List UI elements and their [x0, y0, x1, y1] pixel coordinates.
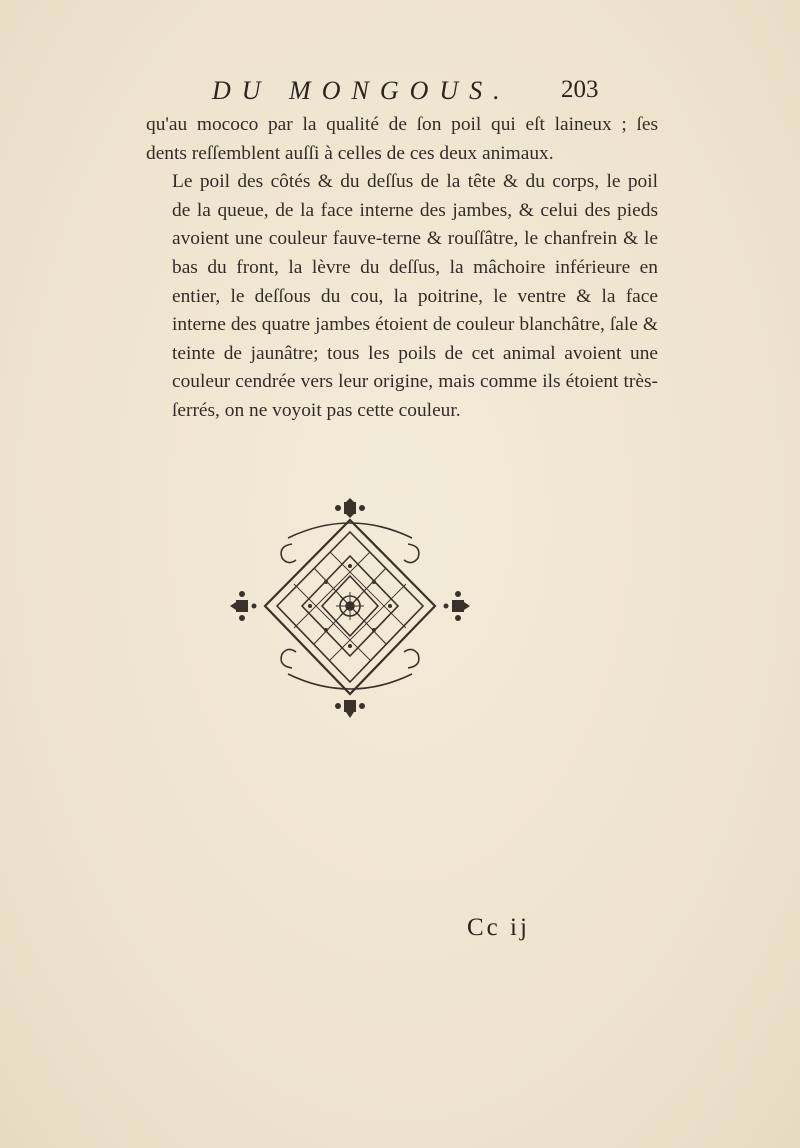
fleuron-ornament-icon	[230, 498, 470, 718]
text-line: teinte de jaunâtre; tous les poils de cet animal avoient une	[172, 342, 658, 364]
text-line: Le poil des côtés & du deſſus de la tête & du corps, le poil	[172, 171, 658, 193]
text-line: bas du front, la lèvre du deſſus, la mâchoire inférieure en	[172, 256, 658, 278]
paragraph-1	[146, 111, 658, 168]
signature-mark: Cc ij	[467, 914, 530, 941]
page-number: 203	[561, 76, 599, 103]
text-line: de la queue, de la face interne des jambes, & celui des pieds	[172, 199, 658, 221]
text-line: avoient une couleur fauve-terne & rouſſâtre, le chanfrein & le	[172, 228, 658, 250]
text-line: entier, le deſſous du cou, la poitrine, le ventre & la face	[172, 285, 658, 307]
text-line: interne des quatre jambes étoient de couleur blanchâtre, ſale &	[172, 314, 658, 336]
text-line: couleur cendrée vers leur origine, mais comme ils étoient très-	[172, 371, 658, 393]
text-line: qu'au mococo par la qualité de ſon poil qui eſt laineux ; ſes	[146, 114, 658, 135]
page-header	[0, 76, 800, 116]
paragraph-2	[146, 168, 658, 425]
body-text	[146, 111, 658, 426]
text-line: ſerrés, on ne voyoit pas cette couleur.	[172, 399, 461, 421]
text-line: dents reſſemblent auſſi à celles de ces deux animaux.	[146, 142, 554, 164]
running-head: DU MONGOUS.	[212, 76, 511, 105]
